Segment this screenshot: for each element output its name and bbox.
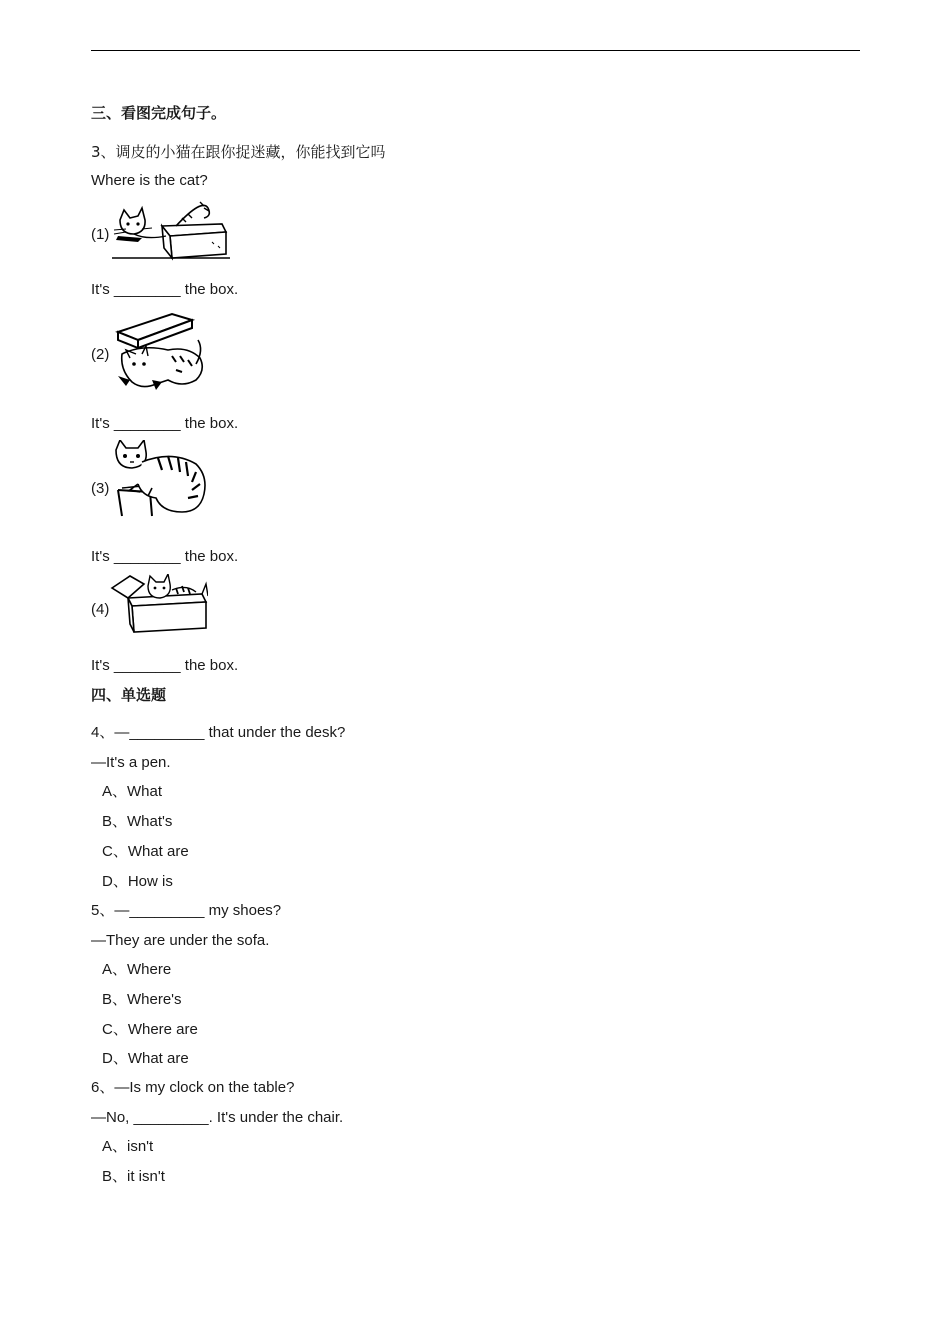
q3-question: Where is the cat? xyxy=(91,172,208,189)
item-3-number: (3) xyxy=(91,480,110,497)
q6-answer-line: —No, _________. It's under the chair. xyxy=(91,1109,344,1126)
item-2-number: (2) xyxy=(91,346,110,363)
cat-in-box-picture xyxy=(112,196,230,264)
q5-option-c[interactable]: C、Where are xyxy=(102,1021,198,1038)
q5-answer-line: —They are under the sofa. xyxy=(91,932,270,949)
q5-option-d[interactable]: D、What are xyxy=(102,1050,189,1067)
item-1-number: (1) xyxy=(91,226,110,243)
item-3-sentence: It's ________ the box. xyxy=(91,548,239,565)
q6-option-b[interactable]: B、it isn't xyxy=(102,1168,165,1185)
q4-option-d[interactable]: D、How is xyxy=(102,873,173,890)
item-4-sentence: It's ________ the box. xyxy=(91,657,239,674)
item-2-sentence: It's ________ the box. xyxy=(91,415,239,432)
item-4-number: (4) xyxy=(91,601,110,618)
q5-option-a[interactable]: A、Where xyxy=(102,961,172,978)
q5-option-b[interactable]: B、Where's xyxy=(102,991,182,1008)
q6-option-a[interactable]: A、isn't xyxy=(102,1138,154,1155)
q4-option-c[interactable]: C、What are xyxy=(102,843,189,860)
section-3-heading: 三、看图完成句子。 xyxy=(91,104,227,122)
cat-in-open-box-picture xyxy=(110,574,208,634)
q4-option-b[interactable]: B、What's xyxy=(102,813,173,830)
section-4-heading: 四、单选题 xyxy=(91,686,167,704)
cat-on-box-picture xyxy=(112,440,208,518)
item-1-sentence: It's ________ the box. xyxy=(91,281,239,298)
cat-under-box-picture xyxy=(112,310,208,392)
q6-stem: 6、—Is my clock on the table? xyxy=(91,1079,295,1096)
q4-stem: 4、—_________ that under the desk? xyxy=(91,724,346,741)
q3-prompt: 3、调皮的小猫在跟你捉迷藏，你能找到它吗 xyxy=(91,143,386,161)
q4-answer-line: —It's a pen. xyxy=(91,754,171,771)
q4-option-a[interactable]: A、What xyxy=(102,783,163,800)
q5-stem: 5、—_________ my shoes? xyxy=(91,902,282,919)
header-rule xyxy=(91,50,860,51)
